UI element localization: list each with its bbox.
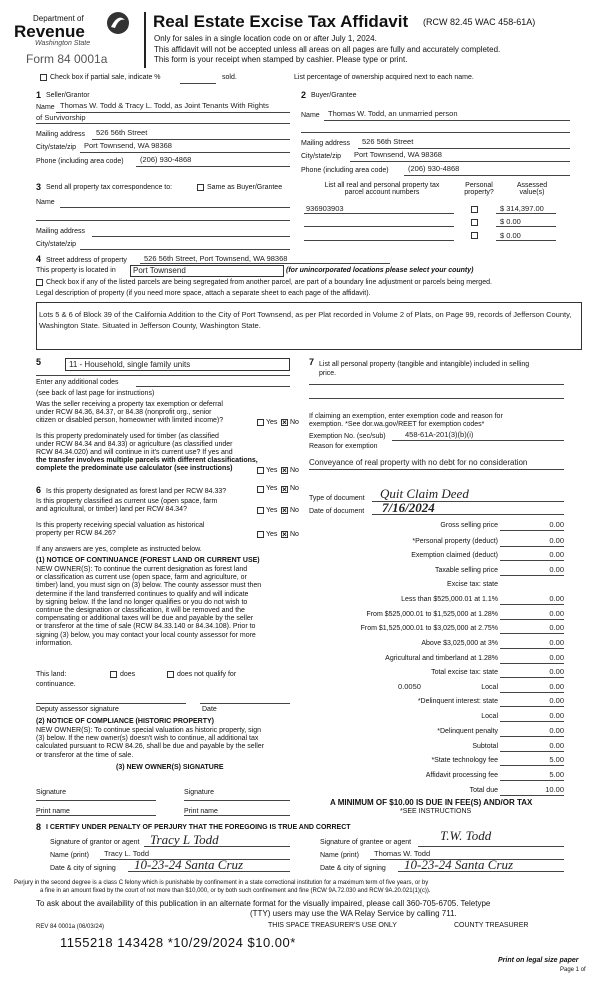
personal-property-label: List all personal property (tangible and intangible) included in selling price. (319, 361, 530, 377)
perjury-notice-1: Perjury in the second degree is a class C felony which is punishable by confinement in a state correctional institution for a maximum term of five years, or by (14, 880, 429, 886)
processing-fee-value[interactable]: 5.00 (549, 770, 564, 779)
yes-label: Yes (266, 419, 278, 426)
parcel-header: List all real and personal property tax parcel account numbers (324, 182, 440, 196)
same-as-buyer-checkbox[interactable] (197, 184, 204, 191)
doc-type-label: Type of document (309, 495, 365, 502)
ownership-note: List percentage of ownership acquired next to each name. (294, 74, 474, 81)
page-number: Page 1 of (560, 967, 586, 973)
notice-compliance-title: (2) NOTICE OF COMPLIANCE (HISTORIC PROPERTY) (36, 718, 214, 725)
yes-label: Yes (266, 467, 278, 474)
sec3-city-label: City/state/zip (36, 241, 77, 248)
historic-yes-checkbox[interactable] (257, 531, 264, 538)
form-number: Form 84 0001a (26, 52, 108, 66)
personal-header: Personal property? (464, 182, 494, 196)
tier3-label: From $1,525,000.01 to $3,025,000 at 2.75% (360, 625, 498, 632)
street-address-label: Street address of property (46, 257, 127, 264)
agency-state: Washington State (35, 40, 91, 47)
current-use-no-checkbox[interactable]: × (282, 506, 287, 515)
section-8-number: 8 (36, 822, 42, 832)
forest-yes-checkbox[interactable] (257, 486, 264, 493)
no-label: No (290, 467, 299, 474)
penalty-label: *Delinquent penalty (437, 728, 498, 735)
grantor-date-city[interactable]: 10-23-24 Santa Cruz (134, 857, 244, 872)
buyer-city[interactable]: Port Townsend, WA 98368 (354, 150, 442, 159)
seller-city-label: City/state/zip (36, 144, 77, 151)
grantor-name[interactable]: Tracy L. Todd (104, 849, 150, 858)
form-citation: (RCW 82.45 WAC 458-61A) (423, 17, 536, 27)
buyer-city-label: City/state/zip (301, 153, 342, 160)
located-in-label: This property is located in (36, 267, 116, 274)
no-label: No (290, 507, 299, 514)
deputy-signature-label: Deputy assessor signature (36, 706, 119, 713)
historic-no-checkbox[interactable]: × (282, 530, 287, 539)
section-7-number: 7 (309, 357, 315, 367)
minimum-due-note: A MINIMUM OF $10.00 IS DUE IN FEE(S) AND/OR TAX (330, 798, 533, 807)
section-5-number: 5 (36, 357, 42, 367)
doc-date-label: Date of document (309, 508, 365, 515)
exemption-no-checkbox[interactable]: × (282, 418, 287, 427)
no-label: No (290, 419, 299, 426)
seller-phone-label: Phone (including area code) (36, 158, 124, 165)
owner-print-label-2: Print name (184, 808, 218, 815)
timber-no-checkbox[interactable]: × (282, 466, 287, 475)
tech-fee-value[interactable]: 5.00 (549, 755, 564, 764)
total-due-value[interactable]: 10.00 (545, 785, 564, 794)
segregated-checkbox[interactable] (36, 279, 43, 286)
seller-name[interactable]: Thomas W. Todd & Tracy L. Todd, as Joint Tenants With Rights (60, 101, 269, 110)
delinquent-local-value[interactable]: 0.00 (549, 711, 564, 720)
agricultural-value[interactable]: 0.00 (549, 653, 564, 662)
processing-fee-label: Affidavit processing fee (425, 772, 498, 779)
taxable-price-label: Taxable selling price (434, 567, 498, 574)
if-yes-note: If any answers are yes, complete as instructed below. (36, 546, 202, 553)
form-note-1: Only for sales in a single location code on or after July 1, 2024. (154, 34, 377, 43)
location-note: (for unincorporated locations please select your county) (286, 267, 474, 274)
form-note-2: This affidavit will not be accepted unless all areas on all pages are fully and accurately completed. (154, 45, 501, 54)
revision-label: REV 84 0001a (06/03/24) (36, 924, 105, 930)
exemption-number[interactable]: 458-61A-201(3)(b)(i) (405, 430, 474, 439)
owner-print-label: Print name (36, 808, 70, 815)
total-state-label: Total excise tax: state (431, 669, 498, 676)
buyer-name[interactable]: Thomas W. Todd, an unmarried person (328, 109, 458, 118)
grantee-date-city[interactable]: 10-23-24 Santa Cruz (404, 857, 514, 872)
grantor-name-label: Name (print) (50, 852, 89, 859)
partial-sale-suffix: sold. (222, 74, 237, 81)
agency-line1: Department of (33, 14, 84, 23)
yes-label: Yes (266, 507, 278, 514)
county-treasurer-label: COUNTY TREASURER (454, 922, 529, 929)
doc-date-value[interactable]: 7/16/2024 (382, 500, 435, 515)
assessed-value[interactable]: $ 0.00 (500, 231, 521, 240)
assessed-value[interactable]: $ 314,397.00 (500, 204, 544, 213)
location-select[interactable]: Port Townsend (130, 265, 284, 277)
timber-question: Is this property predominately used for timber (as classified under RCW 84.34 and 84.33) or agriculture (as classified under RCW 84.34.020) and will continue in it's current use? If yes and the transfer involves multiple parcels with different classifications, complete the predominate use calculator (see instructions) (36, 433, 258, 472)
owner-signature-label-2: Signature (184, 789, 214, 796)
buyer-name-label: Name (301, 112, 320, 119)
grantor-date-label: Date & city of signing (50, 865, 116, 872)
excise-state-label: Excise tax: state (447, 581, 498, 588)
notice-continuance-text: NEW OWNER(S): To continue the current designation as forest land or classification as current use (open space, farm and agriculture, or timber) land, you must sign on (3) below. The county assessor must then determine if the land transferred continues to qualify and will indicate by signing below. If the land no longer qualifies or you do not wish to continue the designation or classification, it will be removed and the compensating or additional taxes will be due and payable by the seller or transferor at the time of sale (RCW 84.33.140 or 84.34.108). Prior to signing (3) below, you may contact your local county assessor for more information. (36, 566, 262, 647)
tier1-value[interactable]: 0.00 (549, 594, 564, 603)
buyer-mail-label: Mailing address (301, 140, 351, 147)
buyer-mail[interactable]: 526 56th Street (362, 137, 414, 146)
taxable-price-value[interactable]: 0.00 (549, 565, 564, 574)
deputy-date-label: Date (202, 706, 217, 713)
grantee-signature[interactable]: T.W. Todd (440, 828, 492, 843)
subtotal-label: Subtotal (472, 743, 498, 750)
buyer-title: Buyer/Grantee (311, 92, 357, 99)
grantee-name-label: Name (print) (320, 852, 359, 859)
assessed-header: Assessed value(s) (516, 182, 548, 196)
perjury-notice-2: a fine in an amount fixed by the court of not more than $10,000, or by both such confinement and fine (RCW 9A.72.030 and RCW 9A.20.021(1)(c)). (40, 888, 431, 894)
grantor-signature-label: Signature of grantor or agent (50, 839, 140, 846)
partial-sale-checkbox[interactable] (40, 74, 47, 81)
gross-price-value[interactable]: 0.00 (549, 520, 564, 529)
section-1-number: 1 (36, 90, 42, 100)
certify-statement: I CERTIFY UNDER PENALTY OF PERJURY THAT THE FOREGOING IS TRUE AND CORRECT (46, 824, 351, 831)
tier3-value[interactable]: 0.00 (549, 623, 564, 632)
alt-format-notice-1: To ask about the availability of this publication in an alternate format for the visually impaired, please call 360-705-6705. Teletype (36, 899, 491, 908)
tech-fee-label: *State technology fee (431, 757, 498, 764)
see-instructions-note: *SEE INSTRUCTIONS (400, 808, 472, 815)
land-not-qualify-checkbox[interactable] (167, 671, 174, 678)
land-use-code-select[interactable]: 11 - Household, single family units (65, 358, 290, 371)
yes-label: Yes (266, 531, 278, 538)
subtotal-value[interactable]: 0.00 (549, 741, 564, 750)
personal-property-checkbox[interactable] (471, 232, 478, 239)
notice-compliance-text: NEW OWNER(S): To continue special valuation as historic property, sign (3) below. If the new owner(s) doesn't wish to continue, all additional tax calculated pursuant to RCW 84.26, shall be due and payable by the seller or transferor at the time of sale. (36, 727, 265, 759)
delinquent-state-value[interactable]: 0.00 (549, 696, 564, 705)
tier2-value[interactable]: 0.00 (549, 609, 564, 618)
local-tax-label: Local (481, 684, 498, 691)
treasurer-stamp: 1155218 143428 *10/29/2024 $10.00* (60, 935, 296, 950)
reason-label: Reason for exemption (309, 443, 378, 450)
delinquent-state-label: *Delinquent interest: state (417, 698, 498, 705)
seller-name-line-2[interactable]: of Survivorship (36, 113, 86, 122)
parcel-number[interactable]: 936903903 (306, 204, 344, 213)
exemption-note: If claiming an exemption, enter exemption code and reason for exemption. *See dor.wa.gov/REET for exemption codes* (309, 413, 503, 428)
section-4-number: 4 (36, 254, 42, 264)
current-use-yes-checkbox[interactable] (257, 507, 264, 514)
same-as-buyer-label: Same as Buyer/Grantee (207, 184, 283, 191)
partial-sale-label: Check box if partial sale, indicate % (50, 74, 161, 81)
personal-property-checkbox[interactable] (471, 219, 478, 226)
local-tax-value[interactable]: 0.00 (549, 682, 564, 691)
grantor-signature[interactable]: Tracy L Todd (150, 832, 219, 847)
new-owner-signature-title: (3) NEW OWNER(S) SIGNATURE (116, 764, 224, 771)
legal-description[interactable]: Lots 5 & 6 of Block 39 of the California Addition to the City of Port Townsend, as per Plat recorded in Volume 2 of Plats, on Page 99, records of Jefferson County, Washington State. Situated in Jefferson County, Washington State. (36, 302, 582, 350)
alt-format-notice-2: (TTY) users may use the WA Relay Service by calling 711. (250, 909, 457, 918)
tier4-value[interactable]: 0.00 (549, 638, 564, 647)
seller-phone[interactable]: (206) 930-4868 (140, 155, 192, 164)
doc-type-value[interactable]: Quit Claim Deed (380, 486, 469, 501)
street-address[interactable]: 526 56th Street, Port Townsend, WA 98368 (144, 254, 288, 263)
buyer-phone-label: Phone (including area code) (301, 167, 389, 174)
agricultural-label: Agricultural and timberland at 1.28% (385, 655, 498, 662)
penalty-value[interactable]: 0.00 (549, 726, 564, 735)
exemption-deduct-value[interactable]: 0.00 (549, 550, 564, 559)
exemption-reason[interactable]: Conveyance of real property with no debt for no consideration (309, 458, 528, 467)
not-qualify-label: does not qualify for (177, 671, 237, 678)
grantee-name[interactable]: Thomas W. Todd (374, 849, 431, 858)
total-state-value[interactable]: 0.00 (549, 667, 564, 676)
treasurer-use-label: THIS SPACE TREASURER'S USE ONLY (268, 922, 397, 929)
section-3-number: 3 (36, 182, 42, 192)
grantee-date-label: Date & city of signing (320, 865, 386, 872)
tier4-label: Above $3,025,000 at 3% (421, 640, 498, 647)
exemption-deduct-label: Exemption claimed (deduct) (411, 552, 498, 559)
historic-question: Is this property receiving special valuation as historical property per RCW 84.26? (36, 522, 205, 537)
timber-yes-checkbox[interactable] (257, 467, 264, 474)
seller-title: Seller/Grantor (46, 92, 90, 99)
form-note-3: This form is your receipt when stamped by cashier. Please type or print. (154, 55, 408, 64)
agency-name: Revenue (14, 22, 85, 41)
this-land-label: This land: (36, 671, 67, 678)
tier2-label: From $525,000.01 to $1,525,000 at 1.28% (366, 611, 498, 618)
personal-property-checkbox[interactable] (471, 206, 478, 213)
assessed-value[interactable]: $ 0.00 (500, 217, 521, 226)
exemption-no-label: Exemption No. (sec/sub) (309, 433, 386, 440)
continuance-label: continuance. (36, 681, 76, 688)
forest-question: Is this property designated as forest land per RCW 84.33? (46, 488, 227, 495)
forest-no-checkbox[interactable]: × (282, 485, 287, 494)
seller-city[interactable]: Port Townsend, WA 98368 (84, 141, 172, 150)
delinquent-local-label: Local (481, 713, 498, 720)
legal-description-label: Legal description of property (if you need more space, attach a separate sheet to each page of the affidavit). (36, 290, 371, 297)
personal-deduct-label: *Personal property (deduct) (412, 538, 498, 545)
exemption-yes-checkbox[interactable] (257, 419, 264, 426)
section-6-number: 6 (36, 485, 42, 495)
local-rate[interactable]: 0.0050 (398, 682, 421, 691)
see-back-note: (see back of last page for instructions) (36, 390, 155, 397)
land-qualifies-checkbox[interactable] (110, 671, 117, 678)
sec3-name-label: Name (36, 199, 55, 206)
sec3-label: Send all property tax correspondence to: (46, 184, 173, 191)
dor-logo-icon (106, 11, 130, 35)
tier1-label: Less than $525,000.01 at 1.1% (401, 596, 498, 603)
legal-paper-note: Print on legal size paper (498, 957, 579, 964)
gross-price-label: Gross selling price (440, 522, 498, 529)
no-label: No (290, 485, 299, 492)
form-title: Real Estate Excise Tax Affidavit (153, 12, 409, 31)
notice-continuance-title: (1) NOTICE OF CONTINUANCE (FOREST LAND OR CURRENT USE) (36, 557, 260, 564)
seller-name-label: Name (36, 104, 55, 111)
seller-mail[interactable]: 526 56th Street (96, 128, 148, 137)
seller-mail-label: Mailing address (36, 131, 86, 138)
does-label: does (120, 671, 136, 678)
section-2-number: 2 (301, 90, 307, 100)
additional-codes-label: Enter any additional codes (36, 379, 119, 386)
personal-deduct-value[interactable]: 0.00 (549, 536, 564, 545)
segregated-label: Check box if any of the listed parcels are being segregated from another parcel, are part of a boundary line adjustment or parcels being merged. (46, 279, 492, 286)
exemption-question: Was the seller receiving a property tax exemption or deferral under RCW 84.36, 84.37, or 84.38 (nonprofit org., senior citizen or disabled person, homeowner with limited income)? (36, 401, 224, 424)
sec3-mail-label: Mailing address (36, 228, 86, 235)
owner-signature-label: Signature (36, 789, 66, 796)
current-use-question: Is this property classified as current use (open space, farm and agricultural, or timber) land per RCW 84.34? (36, 498, 218, 513)
yes-label: Yes (266, 485, 278, 492)
no-label: No (290, 531, 299, 538)
buyer-phone[interactable]: (206) 930-4868 (408, 164, 460, 173)
total-due-label: Total due (469, 787, 498, 794)
grantee-signature-label: Signature of grantee or agent (320, 839, 412, 846)
